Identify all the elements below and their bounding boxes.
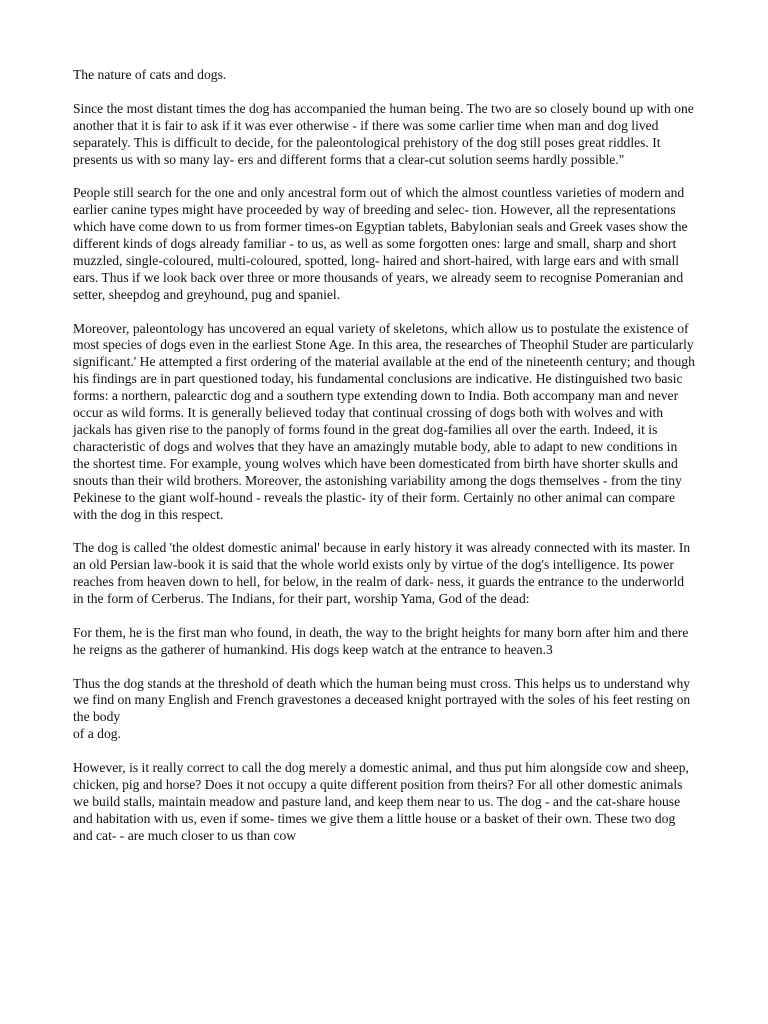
paragraph-1: Since the most distant times the dog has accompanied the human being. The two are so closely bound up with one another that it is fair to ask if it was ever otherwise - if there was some carlier time when man and dog lived separately. This is difficult to decide, for the paleontological prehistory of the dog still poses great riddles. It presents us with so many lay- ers and different forms that a clear-cut solution seems hardly possible." [73, 100, 694, 167]
paragraph-4: The dog is called 'the oldest domestic animal' because in early history it was already connected with its master. In an old Persian law-book it is said that the whole world exists only by virtue of the dog's intelligence. Its power reaches from heaven down to hell, for below, in the realm of dark- ness, it guards the entrance to the underworld in the form of Cerberus. The Indians, for their part, worship Yama, God of the dead: [73, 540, 691, 607]
document-title: The nature of cats and dogs. [73, 67, 227, 82]
paragraph-3: Moreover, paleontology has uncovered an equal variety of skeletons, which allow us to postulate the existence of most species of dogs even in the earliest Stone Age. In this area, the researches of Theophil Studer are particularly significant.' He attempted a first ordering of the material available at the end of the nineteenth century; and though his findings are in part questioned today, his fundamental conclusions are indicative. He distinguished two basic forms: a northern, palearctic dog and a southern type extending down to India. Both accompany man and never occur as wild forms. It is generally believed today that continual crossing of dogs both with wolves and with jackals has given rise to the panoply of forms found in the great dog-families all over the earth. Indeed, it is characteristic of dogs and wolves that they have an amazingly mutable body, able to adapt to new conditions in the shortest time. For example, young wolves which have been domesticated from birth have shorter skulls and snouts than their wild brothers. Moreover, the astonishing variability among the dogs themselves - from the tiny Pekinese to the giant wolf-hound - reveals the plastic- ity of their form. Certainly no other animal can compare with the dog in this respect. [73, 320, 695, 522]
paragraph-6: Thus the dog stands at the threshold of death which the human being must cross. This helps us to understand why we find on many English and French gravestones a deceased knight portrayed with the soles of his feet resting on the body of a dog. [73, 675, 691, 742]
paragraph-7: However, is it really correct to call the dog merely a domestic animal, and thus put him alongside cow and sheep, chicken, pig and horse? Does it not occupy a quite different position from theirs? For all other domestic animals we build stalls, maintain meadow and pasture land, and keep them near to us. The dog - and the cat-share house and habitation with us, even if some- times we give them a little house or a basket of their own. These two dog and cat- - are much closer to us than cow [73, 760, 689, 843]
document-page [73, 67, 697, 861]
paragraph-2: People still search for the one and only ancestral form out of which the almost countless varieties of modern and earlier canine types might have proceeded by way of breeding and selec- tion. However, all the representations which have come down to us from former times-on Egyptian tablets, Babylonian seals and Greek vases show the different kinds of dogs already familiar - to us, as well as some forgotten ones: large and small, sharp and short muzzled, single-coloured, multi-coloured, spotted, long- haired and short-haired, with large ears and with small ears. Thus if we look back over three or more thousands of years, we already seem to recognise Pomeranian and setter, sheepdog and greyhound, pug and spaniel. [73, 185, 688, 302]
paragraph-5: For them, he is the first man who found, in death, the way to the bright heights for many born after him and there he reigns as the gatherer of humankind. His dogs keep watch at the entrance to heaven.3 [73, 624, 689, 657]
